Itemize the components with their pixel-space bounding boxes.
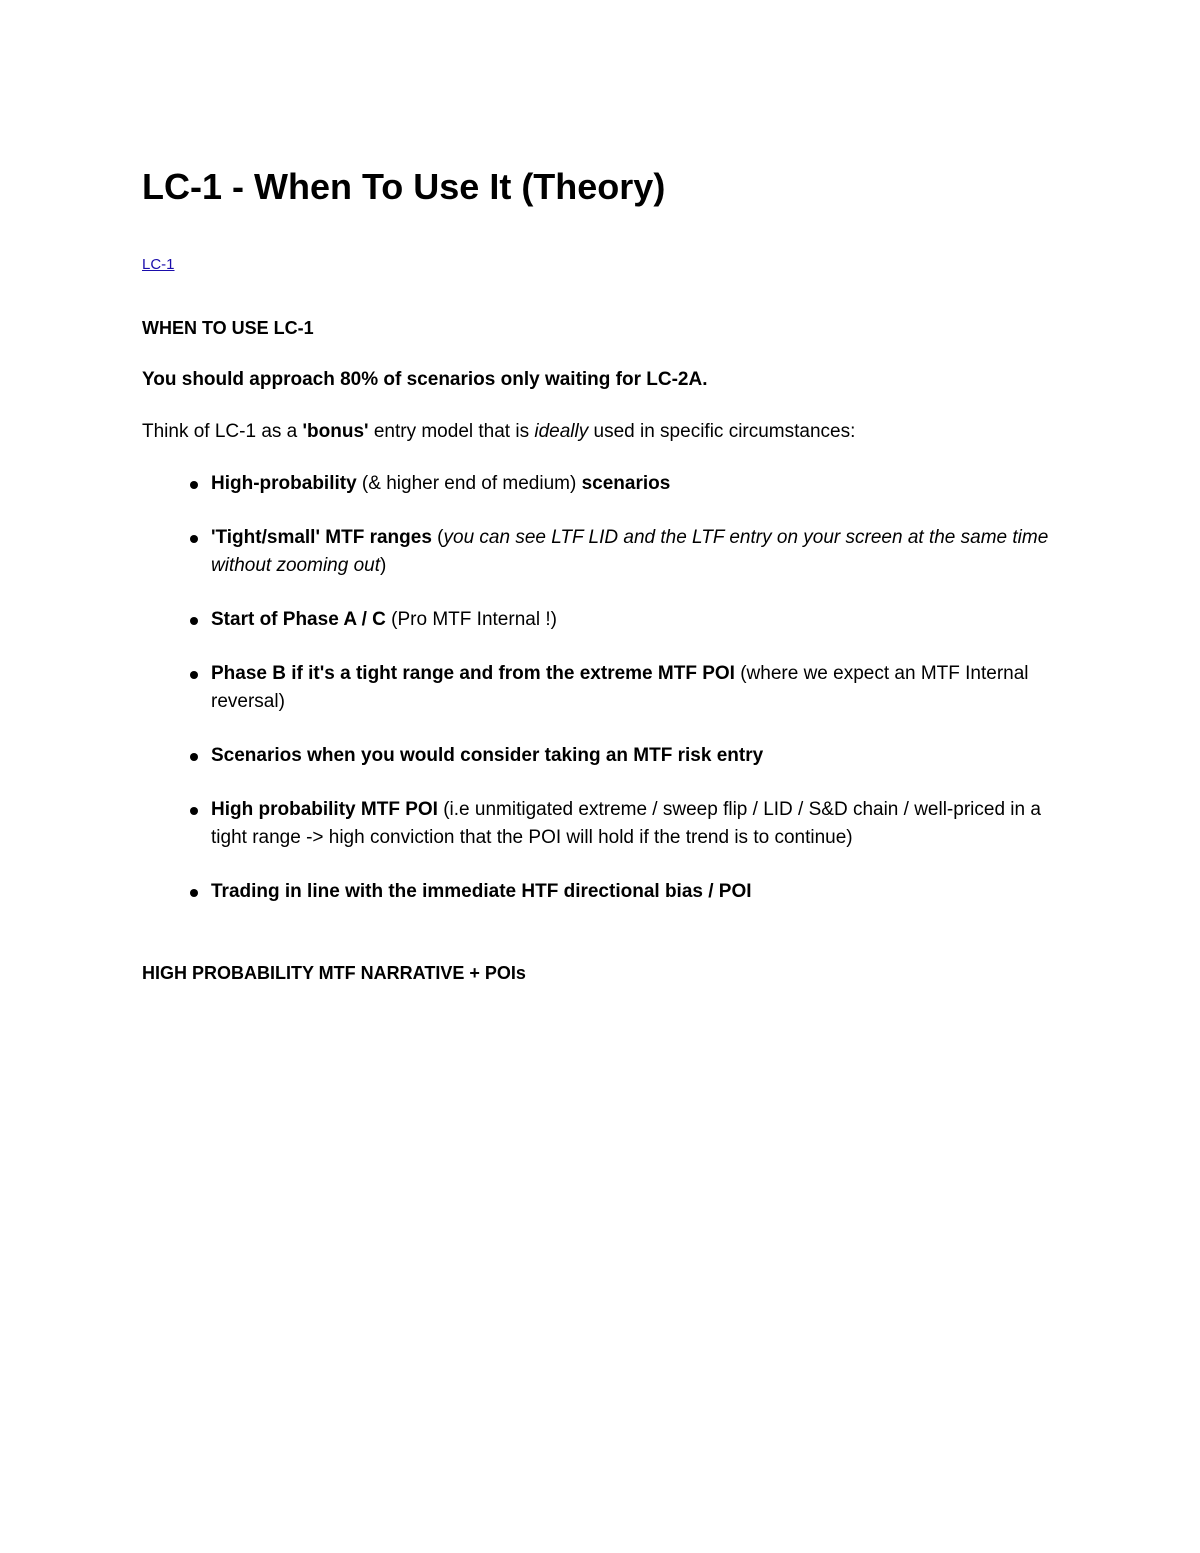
list-item-bold: High-probability (211, 473, 357, 494)
circumstances-list (190, 470, 1070, 932)
list-item-bold: Scenarios when you would consider taking an MTF risk entry (211, 745, 764, 766)
list-item-bold: Start of Phase A / C (211, 609, 386, 630)
list-item (190, 742, 1070, 770)
bullet-icon (190, 535, 198, 543)
list-item (190, 524, 1070, 580)
intro-ideally-word: ideally (534, 421, 589, 442)
list-item (190, 796, 1070, 852)
lc1-link[interactable]: LC-1 (142, 256, 175, 273)
list-item-text: (i.e unmitigated extreme / sweep flip / LID / S&D chain / well-priced in a tight range -> high conviction that the POI will hold if the trend is to continue) (211, 799, 1041, 848)
list-item-bold: 'Tight/small' MTF ranges (211, 527, 432, 548)
list-item-bold: Phase B if it's a tight range and from the extreme MTF POI (211, 663, 735, 684)
list-item-text: ( (431, 527, 444, 548)
list-item-text: (where we expect an MTF Internal reversal) (211, 663, 1029, 712)
bullet-icon (190, 481, 198, 489)
list-item-bold: High probability MTF POI (211, 799, 438, 820)
list-item-text: ) (380, 555, 387, 576)
list-item-italic: you can see LTF LID and the LTF entry on your screen at the same time without zooming out (211, 527, 1049, 576)
list-item (190, 470, 1070, 498)
bullet-icon (190, 807, 198, 815)
intro-bold-text: You should approach 80% of scenarios only waiting for LC-2A. (142, 369, 708, 390)
intro-text-part2: entry model that is (368, 421, 535, 442)
page-title: LC-1 - When To Use It (Theory) (142, 166, 666, 207)
list-item-text: (& higher end of medium) (356, 473, 582, 494)
list-item-bold: Trading in line with the immediate HTF directional bias / POI (211, 881, 752, 902)
bullet-icon (190, 889, 198, 897)
list-item-text: (Pro MTF Internal !) (385, 609, 557, 630)
closing-heading: HIGH PROBABILITY MTF NARRATIVE + POIs (142, 963, 526, 983)
list-item (190, 878, 1070, 906)
intro-bonus-word: 'bonus' (302, 421, 369, 442)
intro-paragraph (142, 418, 855, 446)
list-item (190, 660, 1070, 716)
bullet-icon (190, 671, 198, 679)
intro-text-part3: used in specific circumstances: (588, 421, 856, 442)
bullet-icon (190, 753, 198, 761)
section-heading: WHEN TO USE LC-1 (142, 318, 314, 338)
intro-text-part1: Think of LC-1 as a (142, 421, 303, 442)
list-item-bold: scenarios (581, 473, 671, 494)
list-item (190, 606, 1070, 634)
bullet-icon (190, 617, 198, 625)
